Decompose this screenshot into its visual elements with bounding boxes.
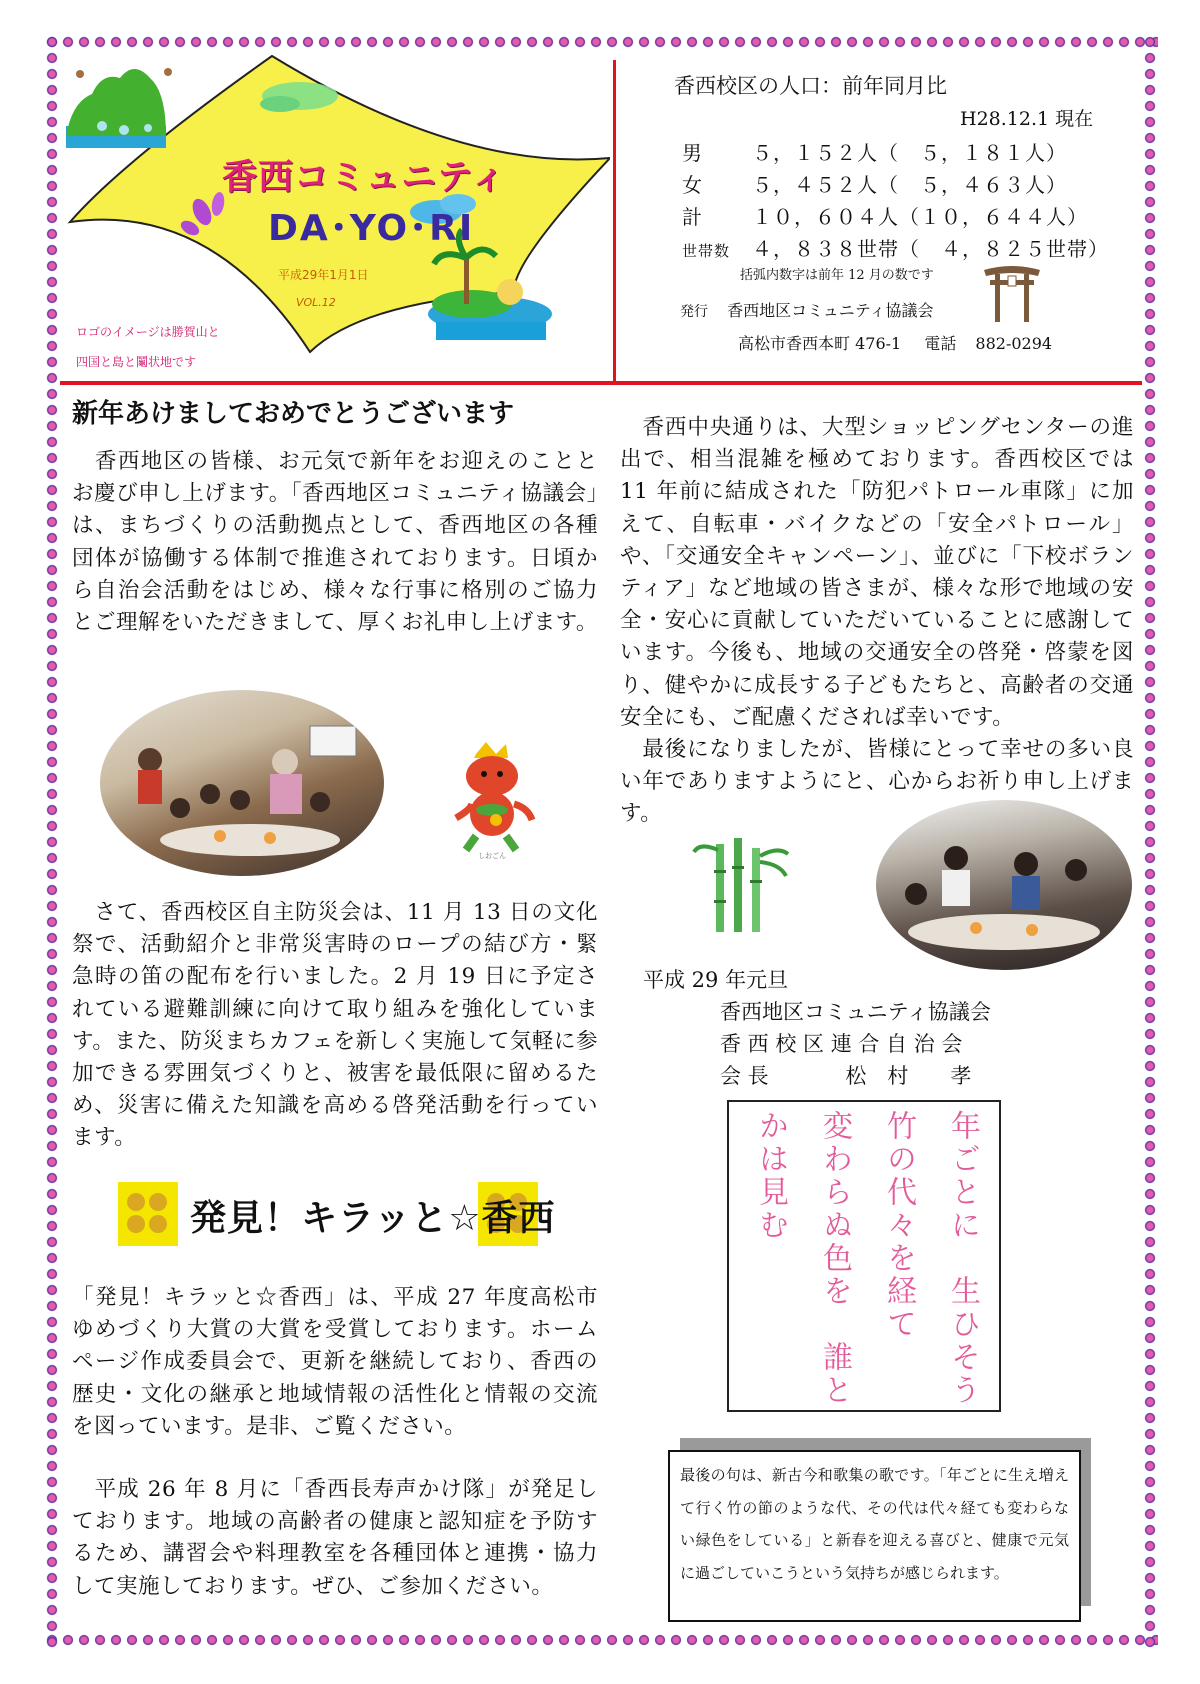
population-as-of: H28.12.1 現在 <box>960 108 1094 130</box>
poem-note: 最後の句は、新古今和歌集の歌です。「年ごとに生え増えて行く竹の節のような代、その代は代々経ても変わらない緑色をしている」と新春を迎える喜びと、健康で元気に過ごしていこうという気持ちが感じられます。 <box>668 1450 1081 1622</box>
population-row-households <box>682 233 1109 262</box>
population-row-female <box>682 169 1067 198</box>
flower-border-bottom <box>44 1632 1158 1648</box>
closing-chairman-row <box>720 1060 971 1090</box>
population-value: ４，８３８世帯（ ４，８２５世帯） <box>752 237 1109 261</box>
flower-border-right <box>1142 34 1158 1648</box>
article-heading: 新年あけましておめでとうございます <box>72 399 515 429</box>
poem-line-3: 変わらぬ色を 誰と <box>817 1110 852 1407</box>
population-title: 香西校区の人口：前年同月比 <box>674 74 947 98</box>
population-label: 女 <box>682 173 703 197</box>
logo-volume: VOL.12 <box>296 296 336 309</box>
bamboo-icon <box>690 836 790 936</box>
publisher-label: 発行 <box>680 304 708 320</box>
population-label: 世帯数 <box>682 242 731 260</box>
event-photo-left <box>100 690 384 876</box>
torii-gate-icon <box>982 262 1042 326</box>
phone-number: 882-0294 <box>975 334 1053 353</box>
publisher-name: 香西地区コミュニティ協議会 <box>727 301 934 320</box>
address: 高松市香西本町 476-1 <box>738 334 902 353</box>
paragraph-traffic-safety: 香西中央通りは、大型ショッピングセンターの進出で、相当混雑を極めております。香西校区では 11 年前に結成された「防犯パトロール車隊」に加えて、自転車・バイクなどの「安全パトロール」や、「交通安全キャンペーン」、並びに「下校ボランティア」など地域の皆さまが、様々な形で地域の安全・安心に貢献していただいていることに感謝しています。今後も、地域の交通安全の啓発・啓蒙を図り、健やかに成長する子どもたちと、高齢者の交通安全にも、ご配慮くだされば幸いです。 <box>620 415 1134 730</box>
poem-line-2: 竹の代々を経て <box>881 1110 916 1341</box>
population-row-total <box>682 201 1088 230</box>
closing-name: 松 村 孝 <box>845 1064 972 1088</box>
poem-line-4: かは見む <box>753 1110 788 1242</box>
population-note: 括弧内数字は前年 12 月の数です <box>740 268 934 283</box>
logo-date: 平成29年1月1日 <box>278 268 369 282</box>
logo-note-line1: ロゴのイメージは勝賀山と <box>76 325 220 339</box>
logo-note-line2: 四国と島と鬮状地です <box>76 355 197 369</box>
population-row-male <box>682 137 1067 166</box>
poem-box <box>727 1100 1001 1412</box>
header-divider-vertical <box>613 60 616 384</box>
population-label: 男 <box>682 141 703 165</box>
header-divider-horizontal <box>60 381 1142 385</box>
closing-org-neighborhood: 香 西 校 区 連 合 自 治 会 <box>720 1032 963 1056</box>
event-photo-right <box>876 800 1132 970</box>
population-value: ５，１５２人（ ５，１８１人） <box>752 141 1067 165</box>
closing-org-community: 香西地区コミュニティ協議会 <box>720 1000 991 1024</box>
kiratto-banner-text: 発見！キラッと☆香西 <box>190 1198 556 1239</box>
paragraph-disaster-prevention: さて、香西校区自主防災会は、11 月 13 日の文化祭で、活動紹介と非常災害時のロープの結び方・緊急時の笛の配布を行いました。2 月 19 日に予定されている避難訓練に向けて取り組みを強化しています。また、防災まちカフェを新しく実施して気軽に参加できる雰囲気づくりと、被害を最低限に留めるため、災害に備えた知識を高める啓発活動を行っています。 <box>72 900 598 1151</box>
population-value: １０，６０４人（１０，６４４人） <box>752 205 1088 229</box>
paragraph-elderly-care: 平成 26 年 8 月に「香西長寿声かけ隊」が発足しております。地域の高齢者の健康と認知症を予防するため、講習会や料理教室を各種団体と連携・協力して実施しております。ぜひ、ご参加ください。 <box>72 1477 598 1599</box>
logo-title: 香西コミュニティ <box>222 158 507 198</box>
address-row <box>738 331 1052 354</box>
paragraph-greeting: 香西地区の皆様、お元気で新年をお迎えのこととお慶び申し上げます。「香西地区コミュニティ協議会」は、まちづくりの活動拠点として、香西地区の各種団体が協働する体制で推進されております。日頃から自治会活動をはじめ、様々な行事に格別のご協力とご理解をいただきまして、厚くお礼申し上げます。 <box>72 449 598 636</box>
population-label: 計 <box>682 205 703 229</box>
paragraph-website: 「発見！キラッと☆香西」は、平成 27 年度高松市ゆめづくり大賞の大賞を受賞しております。ホームページ作成委員会で、更新を継続しており、香西の歴史・文化の継承と地域情報の活性化と情報の交流を図っています。是非、ご覧ください。 <box>72 1285 598 1439</box>
mountain-icon <box>66 68 172 148</box>
mascot-icon <box>446 740 538 860</box>
publisher-row <box>680 298 934 321</box>
poem-line-1: 年ごとに 生ひそう <box>945 1110 980 1407</box>
flower-border-left <box>44 34 60 1648</box>
flower-border-top <box>44 34 1158 50</box>
population-value: ５，４５２人（ ５，４６３人） <box>752 173 1067 197</box>
closing-title: 会 長 <box>720 1064 769 1088</box>
closing-date: 平成 29 年元旦 <box>643 968 789 992</box>
mascot-caption: しおごん <box>478 852 506 860</box>
logo-subtitle: DA･YO･RI <box>268 208 475 249</box>
phone-label: 電話 <box>924 334 957 353</box>
paragraph-new-year-wishes: 最後になりましたが、皆様にとって幸せの多い良い年でありますようにと、心からお祈り申し上げます。 <box>620 737 1134 827</box>
